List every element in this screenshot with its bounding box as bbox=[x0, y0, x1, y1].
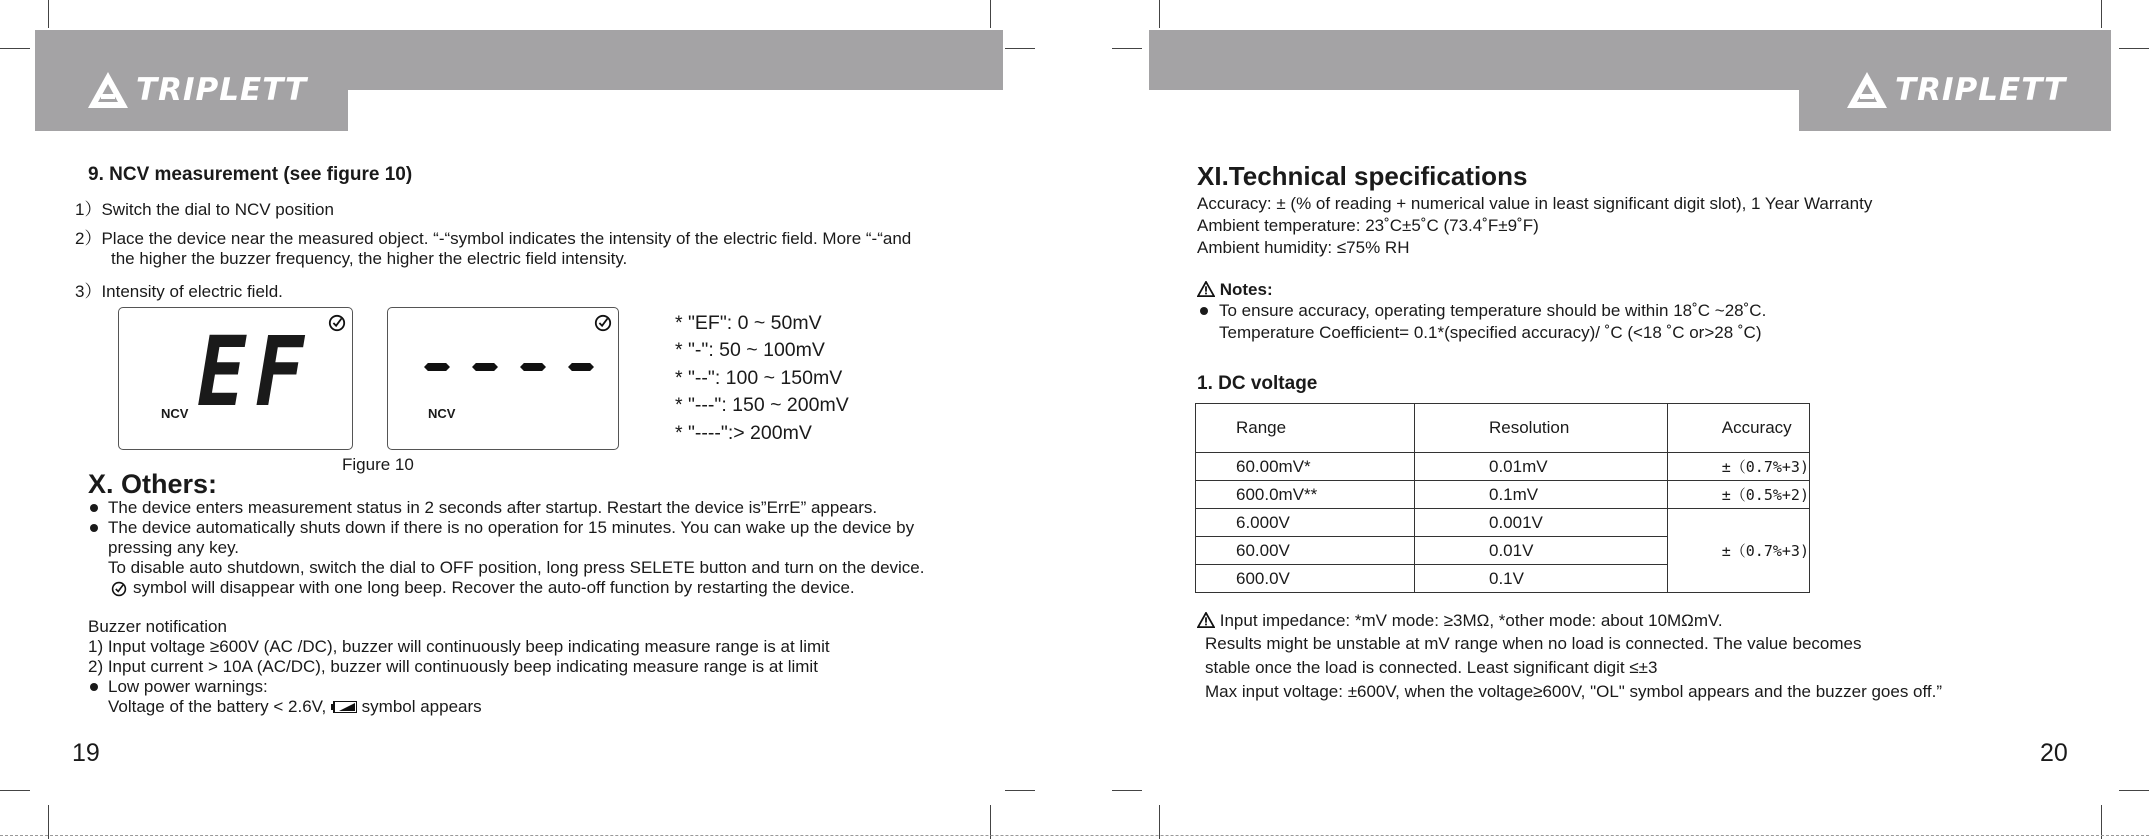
note-1: To ensure accuracy, operating temperature should be within 18˚C ~28˚C. bbox=[1219, 301, 1767, 320]
buzzer-heading: Buzzer notification bbox=[88, 617, 227, 636]
impedance-row bbox=[1197, 611, 1723, 631]
impedance-note-2: stable once the load is connected. Least significant digit ≤±3 bbox=[1205, 658, 1658, 677]
page-number: 19 bbox=[72, 739, 100, 767]
max-input-voltage: Max input voltage: ±600V, when the voltage≥600V, "OL" symbol appears and the buzzer goes off.” bbox=[1205, 682, 1943, 701]
table-cell: 0.1V bbox=[1415, 565, 1668, 593]
battery-line-a: Voltage of the battery < 2.6V, bbox=[108, 697, 327, 716]
logo-text: TRIPLETT bbox=[136, 72, 308, 108]
brand-logo bbox=[86, 70, 307, 110]
table-cell: 0.001V bbox=[1415, 509, 1668, 537]
auto-power-off-icon bbox=[594, 314, 612, 332]
table-row bbox=[1196, 509, 1810, 537]
table-cell: 0.01mV bbox=[1415, 453, 1668, 481]
triplett-logo-icon bbox=[1845, 70, 1889, 110]
dc-voltage-heading: 1. DC voltage bbox=[1197, 373, 1318, 394]
table-header: Accuracy bbox=[1667, 404, 1809, 453]
table-cell: 60.00mV* bbox=[1196, 453, 1415, 481]
lcd-dash-segment bbox=[520, 363, 546, 371]
warning-icon bbox=[1197, 281, 1215, 297]
crop-mark bbox=[48, 0, 49, 28]
buzzer-item-2: 2) Input current > 10A (AC/DC), buzzer will continuously beep indicating measure range is at limit bbox=[88, 657, 818, 676]
ncv-heading: 9. NCV measurement (see figure 10) bbox=[88, 164, 413, 185]
range-2: * "--": 100 ~ 150mV bbox=[675, 367, 843, 389]
others-item-2-cont: pressing any key. bbox=[108, 538, 240, 557]
table-header: Range bbox=[1196, 404, 1415, 453]
crop-mark bbox=[2101, 805, 2102, 839]
bullet bbox=[90, 504, 98, 512]
lcd-dash-segment bbox=[472, 363, 498, 371]
crop-mark bbox=[2119, 48, 2149, 49]
low-power-label: Low power warnings: bbox=[108, 677, 268, 696]
table-row bbox=[1196, 453, 1810, 481]
lcd-label: NCV bbox=[428, 406, 456, 421]
others-item-2-symbol: symbol will disappear with one long beep. Recover the auto-off function by restarting the device. bbox=[133, 578, 855, 597]
lcd-reading: EF bbox=[197, 316, 313, 428]
range-1: * "-": 50 ~ 100mV bbox=[675, 339, 825, 361]
tech-spec-heading: XI.Technical specifications bbox=[1197, 161, 1528, 191]
others-heading: X. Others: bbox=[88, 469, 218, 499]
warning-icon bbox=[1197, 612, 1215, 628]
auto-power-off-icon bbox=[328, 314, 346, 332]
crop-mark bbox=[1005, 790, 1035, 791]
table-cell: 6.000V bbox=[1196, 509, 1415, 537]
table-row bbox=[1196, 481, 1810, 509]
table-header: Resolution bbox=[1415, 404, 1668, 453]
table-cell: 60.00V bbox=[1196, 537, 1415, 565]
step-2: 2）Place the device near the measured object. “-“symbol indicates the intensity of the electric field. More “-“and bbox=[75, 229, 912, 248]
auto-power-off-icon bbox=[111, 581, 127, 597]
others-item-1: The device enters measurement status in 2 seconds after startup. Restart the device is”ErrE” appears. bbox=[108, 498, 878, 517]
figure-caption: Figure 10 bbox=[342, 455, 414, 474]
crop-mark bbox=[48, 805, 49, 839]
lcd-display-ef bbox=[118, 307, 353, 450]
logo-text: TRIPLETT bbox=[1895, 72, 2067, 108]
triplett-logo-icon bbox=[86, 70, 130, 110]
lcd-dash-segment bbox=[568, 363, 594, 371]
table-cell: 600.0V bbox=[1196, 565, 1415, 593]
bullet bbox=[90, 524, 98, 532]
impedance-line: Input impedance: *mV mode: ≥3MΩ, *other mode: about 10MΩmV. bbox=[1219, 611, 1723, 630]
impedance-note-1: Results might be unstable at mV range when no load is connected. The value becomes bbox=[1205, 634, 1862, 653]
spec-accuracy: Accuracy: ± (% of reading + numerical value in least significant digit slot), 1 Year Warranty bbox=[1197, 194, 1873, 213]
crop-mark bbox=[1005, 48, 1035, 49]
trim-line bbox=[0, 835, 2149, 836]
crop-mark bbox=[1159, 805, 1160, 839]
lcd-dash-segments bbox=[424, 363, 594, 371]
battery-line-b: symbol appears bbox=[361, 697, 482, 716]
others-item-2: The device automatically shuts down if there is no operation for 15 minutes. You can wake up the device by bbox=[108, 518, 915, 537]
crop-mark bbox=[1112, 48, 1142, 49]
lcd-label: NCV bbox=[161, 406, 189, 421]
page-number: 20 bbox=[2040, 739, 2068, 767]
spec-temperature: Ambient temperature: 23˚C±5˚C (73.4˚F±9˚F) bbox=[1197, 216, 1539, 235]
notes-label-row bbox=[1197, 280, 1273, 300]
table-cell: 0.1mV bbox=[1415, 481, 1668, 509]
table-cell: 0.01V bbox=[1415, 537, 1668, 565]
dc-voltage-table bbox=[1195, 403, 1810, 593]
table-cell-merged: ±（0.7%+3) bbox=[1667, 509, 1809, 593]
table-cell: ±（0.7%+3) bbox=[1667, 453, 1809, 481]
others-item-2-disable: To disable auto shutdown, switch the dial to OFF position, long press SELETE button and turn on the device. bbox=[108, 558, 925, 577]
crop-mark bbox=[990, 0, 991, 28]
table-header-row bbox=[1196, 404, 1810, 453]
bullet bbox=[90, 683, 98, 691]
battery-line bbox=[108, 697, 482, 717]
crop-mark bbox=[1112, 790, 1142, 791]
crop-mark bbox=[0, 48, 30, 49]
table-cell: 600.0mV** bbox=[1196, 481, 1415, 509]
lcd-display-dashes bbox=[387, 307, 619, 450]
range-4: * "----":> 200mV bbox=[675, 422, 812, 444]
notes-label: Notes: bbox=[1219, 280, 1273, 299]
step-3: 3）Intensity of electric field. bbox=[75, 282, 283, 301]
step-2-cont: the higher the buzzer frequency, the higher the electric field intensity. bbox=[111, 249, 628, 268]
crop-mark bbox=[2101, 0, 2102, 28]
note-2: Temperature Coefficient= 0.1*(specified accuracy)/ ˚C (<18 ˚C or>28 ˚C) bbox=[1219, 323, 1762, 342]
crop-mark bbox=[1159, 0, 1160, 28]
crop-mark bbox=[2119, 790, 2149, 791]
bullet bbox=[1200, 307, 1208, 315]
range-ef: * "EF": 0 ~ 50mV bbox=[675, 312, 822, 334]
crop-mark bbox=[990, 805, 991, 839]
table-cell: ±（0.5%+2) bbox=[1667, 481, 1809, 509]
range-3: * "---": 150 ~ 200mV bbox=[675, 394, 849, 416]
low-battery-icon bbox=[331, 701, 357, 713]
buzzer-item-1: 1) Input voltage ≥600V (AC /DC), buzzer will continuously beep indicating measure range is at limit bbox=[88, 637, 830, 656]
spec-humidity: Ambient humidity: ≤75% RH bbox=[1197, 238, 1410, 257]
step-1: 1）Switch the dial to NCV position bbox=[75, 200, 334, 219]
lcd-dash-segment bbox=[424, 363, 450, 371]
crop-mark bbox=[0, 790, 30, 791]
brand-logo bbox=[1845, 70, 2066, 110]
